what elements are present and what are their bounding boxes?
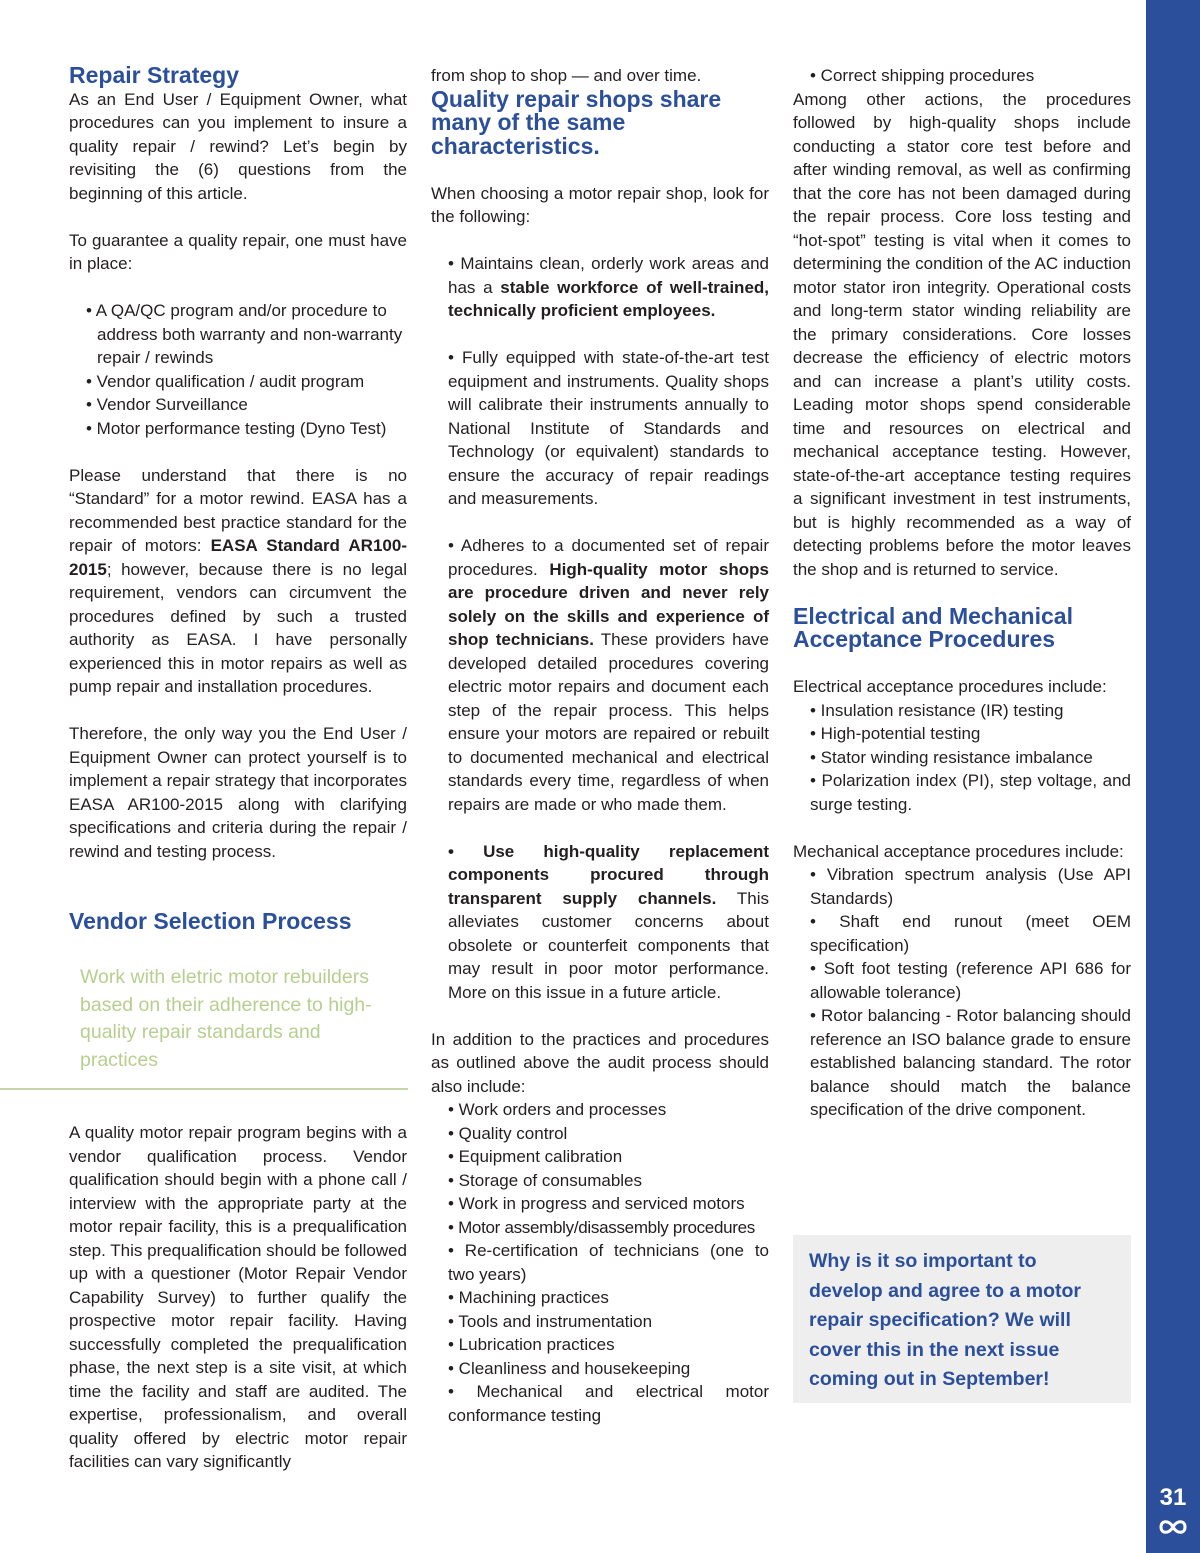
page-number: 31: [1159, 1484, 1187, 1511]
list-item: • Work orders and processes: [448, 1100, 667, 1119]
paragraph: In addition to the practices and procedures as outlined above the audit process should also include:: [431, 1029, 769, 1096]
heading-quality-shops: Quality repair shops share many of the same characteristics.: [431, 85, 722, 159]
list-item: • Vendor Surveillance: [86, 395, 248, 414]
list-item: • Re-certification of technicians (one to two years): [448, 1241, 769, 1284]
paragraph: Please understand that there is no “Standard” for a motor rewind. EASA has a recommended best practice standard for the repair of motors: EASA Standard AR100-2015; however, because there is no legal requirement, vendors can circumvent the procedures defined by such a trusted authority as EASA. I have personally experienced this in motor repairs as well as pump repair and installation procedures.: [69, 465, 407, 696]
list-item: • Correct shipping procedures: [810, 66, 1035, 85]
column-2: [431, 64, 769, 1427]
electrical-list: [793, 699, 1131, 817]
list-item: • Cleanliness and housekeeping: [448, 1358, 691, 1378]
heading-repair-strategy: Repair Strategy: [69, 62, 240, 88]
list-item: • Shaft end runout (meet OEM specification): [810, 912, 1131, 955]
list-item: • Equipment calibration: [448, 1147, 623, 1166]
easa-standard: EASA Standard AR100-2015: [69, 536, 407, 579]
bullet-paragraph: • Use high-quality replacement components procured through transparent supply channels. This alleviates customer concerns about obsolete or counterfeit components that may result in poor motor performance. More on this issue in a future article.: [448, 841, 769, 1002]
list-item: • Vendor qualification / audit program: [86, 371, 365, 391]
list-item: • High-potential testing: [810, 724, 981, 743]
paragraph: A quality motor repair program begins with a vendor qualification process. Vendor qualification should begin with a phone call / interview with the appropriate party at the motor repair facility, this is a prequalification step. This prequalification should be followed up with a questioner (Motor Repair Vendor Capability Survey) to further qualify the prospective motor repair facility. Having successfully completed the prequalification phase, the next step is a site visit, at which time the facility and staff are audited. The expertise, professionalism, and overall quality offered by electric motor repair facilities can vary significantly: [69, 1123, 408, 1471]
list-item: • Stator winding resistance imbalance: [810, 747, 1093, 767]
list-item: • Motor performance testing (Dyno Test): [86, 418, 387, 438]
paragraph: Among other actions, the procedures followed by high-quality shops include conducting a stator core test before and after winding removal, as well as confirming that the core has not been damaged during the repair process. Core loss testing and “hot-spot” testing is vital when it comes to determining the condition of the AC induction motor stator iron integrity. Operational costs and long-term stator winding reliability are the primary considerations. Core losses decrease the efficiency of electric motors and can increase a plant’s utility costs. Leading motor shops spend considerable time and resources on electrical and mechanical acceptance testing. However, state-of-the-art acceptance testing requires a significant investment in test instruments, but is highly recommended as a way of detecting problems before the motor leaves the shop and is returned to service.: [793, 89, 1131, 579]
callout-box: Why is it so important to develop and agree to a motor repair specification? We will cover this in the next issue coming out in September!: [793, 1235, 1131, 1403]
heading-acceptance: Electrical and Mechanical Acceptance Procedures: [793, 602, 1073, 652]
list-item: • Mechanical and electrical motor conformance testing: [448, 1382, 769, 1425]
paragraph: When choosing a motor repair shop, look for the following:: [431, 183, 769, 226]
column-3: [793, 64, 1131, 1122]
list-item: • Insulation resistance (IR) testing: [810, 700, 1064, 720]
pull-quote-divider: [0, 1088, 408, 1090]
list-item: • Quality control: [448, 1123, 568, 1143]
list-item: • Lubrication practices: [448, 1335, 615, 1354]
requirements-list: [69, 299, 407, 440]
list-item: • Motor assembly/disassembly procedures: [448, 1217, 755, 1237]
list-item: • Storage of consumables: [448, 1170, 643, 1190]
heading-vendor-selection: Vendor Selection Process: [69, 908, 352, 934]
infinity-icon: [1157, 1516, 1189, 1538]
list-item: • A QA/QC program and/or procedure to address both warranty and non-warranty repair / rewinds: [86, 301, 403, 367]
list-item: • Polarization index (PI), step voltage, and surge testing.: [810, 771, 1131, 814]
list-item: • Machining practices: [448, 1288, 609, 1307]
list-item: • Soft foot testing (reference API 686 for allowable tolerance): [810, 959, 1131, 1002]
bullet-paragraph: • Maintains clean, orderly work areas and has a stable workforce of well-trained, technically proficient employees.: [448, 254, 770, 320]
bullet-paragraph: • Fully equipped with state-of-the-art test equipment and instruments. Quality shops will calibrate their instruments annually to National Institute of Standards and Technology (or equivalent) standards to ensure the accuracy of repair readings and measurements.: [448, 348, 769, 508]
paragraph: Electrical acceptance procedures include:: [793, 677, 1107, 696]
paragraph: from shop to shop — and over time.: [431, 66, 702, 85]
mechanical-list: [793, 863, 1131, 1122]
list-item: • Vibration spectrum analysis (Use API Standards): [810, 865, 1131, 908]
paragraph: As an End User / Equipment Owner, what procedures can you implement to insure a quality repair / rewind? Let’s begin by revisiting the (6) questions from the beginning of this article.: [69, 89, 407, 203]
side-band: [1146, 0, 1200, 1553]
pull-quote: Work with eletric motor rebuilders based on their adherence to high-quality repair standards and practices: [80, 966, 372, 1071]
paragraph: Mechanical acceptance procedures include:: [793, 841, 1124, 861]
bullet-paragraph: • Adheres to a documented set of repair procedures. High-quality motor shops are procedure driven and never rely solely on the skills and experience of shop technicians. These providers have developed detailed procedures covering electric motor repairs and document each step of the repair process. This helps ensure your motors are repaired or rebuilt to documented mechanical and electrical standards every time, regardless of when repairs are made or who made them.: [448, 536, 769, 814]
list-item: • Work in progress and serviced motors: [448, 1194, 745, 1213]
paragraph: To guarantee a quality repair, one must have in place:: [69, 230, 407, 273]
paragraph: Therefore, the only way you the End User / Equipment Owner can protect yourself is to implement a repair strategy that incorporates EASA AR100-2015 along with clarifying specifications and criteria during the repair / rewind and testing process.: [69, 724, 407, 861]
list-item: • Tools and instrumentation: [448, 1311, 653, 1331]
column-1-continued: [69, 1121, 407, 1474]
column-1: [69, 64, 407, 934]
audit-list: [431, 1098, 769, 1427]
list-item: • Rotor balancing - Rotor balancing should reference an ISO balance grade to ensure established balancing standard. The rotor balance should match the balance specification of the drive component.: [810, 1006, 1131, 1119]
